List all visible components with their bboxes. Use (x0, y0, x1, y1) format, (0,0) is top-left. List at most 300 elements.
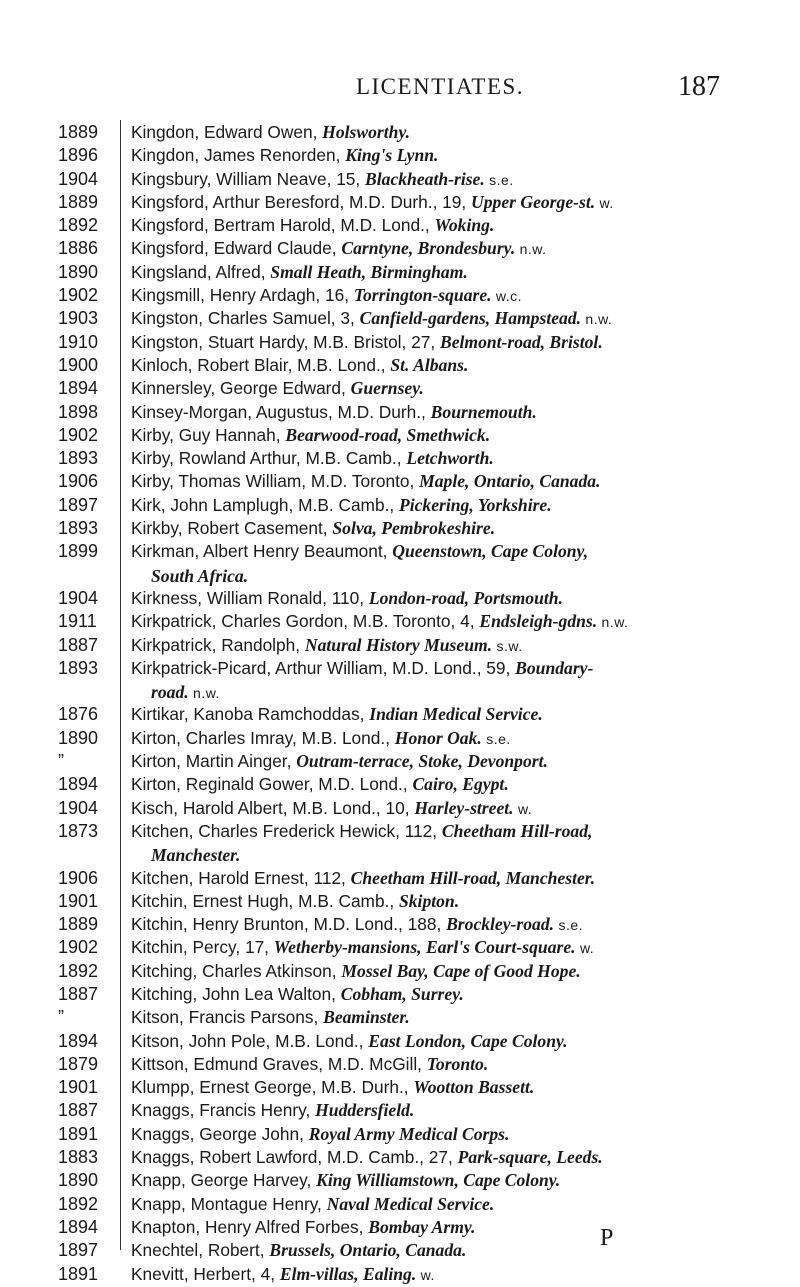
entry-text (131, 936, 731, 960)
entry-line (131, 447, 731, 471)
entry-line (131, 681, 731, 705)
entry-address: Royal Army Medical Corps. (308, 1123, 510, 1144)
entry-text (131, 540, 731, 589)
entry-address: Harley-street. (414, 797, 514, 818)
entry-text (131, 168, 731, 192)
entry-name: Kitson, John Pole, M.B. Lond., (131, 1030, 369, 1051)
entry-text (131, 983, 731, 1007)
entry-year: 1899 (58, 541, 99, 562)
entry-year: 1873 (58, 820, 99, 841)
list-item (0, 1076, 800, 1099)
list-item (0, 867, 800, 890)
entry-year: 1889 (58, 914, 99, 935)
entry-address: Boundary- (515, 657, 594, 678)
list-item (0, 1146, 800, 1169)
entry-name: Knapton, Henry Alfred Forbes, (131, 1216, 369, 1237)
entry-name: Kirkpatrick, Charles Gordon, M.B. Toronto, 4, (131, 611, 480, 632)
entry-address: Toronto. (426, 1053, 489, 1074)
entry-name: Kirby, Guy Hannah, (131, 424, 286, 445)
entry-address: Huddersfield. (315, 1100, 415, 1121)
running-head (160, 71, 720, 104)
entry-line (131, 1216, 731, 1240)
list-item (0, 703, 800, 726)
list-item (0, 913, 800, 936)
entry-year: 1904 (58, 797, 99, 818)
entry-address: Belmont-road, Bristol. (439, 331, 603, 352)
list-item (0, 401, 800, 424)
entry-text (131, 191, 731, 215)
list-item (0, 983, 800, 1006)
list-item (0, 424, 800, 447)
entry-year: 1893 (58, 448, 99, 469)
entry-line (131, 1239, 731, 1263)
entry-line (131, 1006, 731, 1030)
entry-name: Kirkpatrick-Picard, Arthur William, M.D. Lond., 59, (131, 657, 516, 678)
entry-text (131, 960, 731, 984)
list-item (0, 1263, 800, 1286)
entry-year: 1901 (58, 890, 99, 911)
entry-postal-district: w. (575, 940, 595, 957)
list-item (0, 1216, 800, 1239)
entry-name: Klumpp, Ernest George, M.B. Durh., (131, 1077, 414, 1098)
entry-name: Kisch, Harold Albert, M.B. Lond., 10, (131, 797, 415, 818)
entry-name: Kirkby, Robert Casement, (131, 518, 333, 539)
entry-line (131, 610, 731, 634)
entry-name: Kingdon, Edward Owen, (131, 122, 323, 142)
licentiates-list (0, 121, 800, 1286)
entry-name: Knevitt, Herbert, 4, (131, 1263, 280, 1284)
list-item (0, 1099, 800, 1122)
entry-text (131, 1146, 731, 1170)
entry-address: King Williamstown, Cape Colony. (316, 1170, 561, 1191)
entry-year: 1898 (58, 401, 99, 422)
entry-name: Knechtel, Robert, (131, 1240, 270, 1261)
entry-line (131, 727, 731, 751)
list-item (0, 261, 800, 284)
entry-address: Indian Medical Service. (369, 704, 543, 725)
entry-address: Solva, Pembrokeshire. (332, 518, 496, 539)
entry-postal-district: s.e. (554, 917, 584, 934)
entry-line (131, 144, 731, 168)
entry-address: London-road, Portsmouth. (368, 587, 563, 608)
entry-line (131, 494, 731, 518)
entry-text (131, 284, 731, 308)
entry-name: Kirk, John Lamplugh, M.B. Camb., (131, 494, 399, 515)
entry-address: Holsworthy. (322, 122, 410, 142)
list-item (0, 447, 800, 470)
entry-year: 1901 (58, 1077, 99, 1098)
entry-year: 1904 (58, 168, 99, 189)
entry-address: Pickering, Yorkshire. (398, 494, 552, 515)
entry-name: Kirton, Charles Imray, M.B. Lond., (131, 727, 395, 748)
entry-line (131, 331, 731, 355)
entry-text (131, 610, 731, 634)
list-item (0, 1239, 800, 1262)
entry-postal-district: n.w. (597, 614, 629, 631)
list-item (0, 797, 800, 820)
entry-line (131, 890, 731, 914)
entry-address: Cairo, Egypt. (412, 774, 509, 795)
entry-year: 1903 (58, 308, 99, 329)
entry-address: Woking. (434, 215, 495, 236)
list-item (0, 144, 800, 167)
list-item (0, 354, 800, 377)
entry-name: Kitson, Francis Parsons, (131, 1007, 324, 1028)
entry-postal-district: w. (595, 194, 614, 211)
list-item (0, 517, 800, 540)
entry-year: 1911 (58, 611, 97, 632)
entry-year: 1892 (58, 960, 99, 981)
entry-text (131, 1076, 731, 1100)
entry-year: 1910 (58, 331, 99, 352)
entry-text (131, 867, 731, 891)
entry-year: 1887 (58, 634, 99, 655)
entry-line (131, 517, 731, 541)
entry-text (131, 494, 731, 518)
entry-address: Beaminster. (323, 1007, 410, 1028)
entry-line (131, 913, 731, 937)
entry-address: Carntyne, Brondesbury. (341, 238, 516, 259)
entry-postal-district: s.w. (492, 637, 523, 654)
entry-text (131, 797, 731, 821)
list-item (0, 121, 800, 144)
entry-year: 1890 (58, 261, 99, 282)
entry-address: Cheetham Hill-road, (441, 820, 593, 841)
entry-name: Knaggs, Francis Henry, (131, 1100, 316, 1121)
entry-name: Kingsbury, William Neave, 15, (131, 168, 366, 189)
entry-year: 1894 (58, 1216, 99, 1237)
entry-name: Kinsey-Morgan, Augustus, M.D. Durh., (131, 401, 431, 422)
entry-year: 1897 (58, 494, 99, 515)
list-item (0, 540, 800, 587)
entry-address: Brockley-road. (446, 914, 555, 935)
entry-address: Park-square, Leeds. (457, 1147, 603, 1168)
entry-address: Outram-terrace, Stoke, Devonport. (296, 751, 548, 772)
entry-text (131, 354, 731, 378)
entry-address: Upper George-st. (471, 191, 596, 212)
entry-name: Kinnersley, George Edward, (131, 378, 351, 399)
entry-address: Skipton. (398, 890, 460, 911)
list-item (0, 1123, 800, 1146)
entry-line (131, 237, 731, 261)
entry-name: Kingsford, Edward Claude, (131, 238, 342, 259)
entry-text (131, 1053, 731, 1077)
entry-text (131, 1239, 731, 1263)
entry-line (131, 750, 731, 774)
entry-address: Brussels, Ontario, Canada. (269, 1240, 467, 1261)
entry-text (131, 237, 731, 261)
entry-year: 1894 (58, 378, 99, 399)
entry-text (131, 144, 731, 168)
entry-name: Kitchin, Henry Brunton, M.D. Lond., 188, (131, 914, 447, 935)
entry-text (131, 1216, 731, 1240)
entry-name: Kingston, Stuart Hardy, M.B. Bristol, 27, (131, 331, 440, 352)
entry-line (131, 960, 731, 984)
entry-text (131, 331, 731, 355)
entry-address: Mossel Bay, Cape of Good Hope. (341, 960, 581, 981)
page-title: LICENTIATES. (355, 74, 525, 99)
entry-line (131, 261, 731, 285)
entry-name: Knapp, George Harvey, (131, 1170, 317, 1191)
entry-address: South Africa. (151, 565, 249, 586)
entry-name: Kitchen, Charles Frederick Hewick, 112, (131, 820, 442, 841)
entry-name: Kitching, John Lea Walton, (131, 983, 341, 1004)
entry-address: Small Heath, Birmingham. (270, 261, 468, 282)
entry-line (131, 214, 731, 238)
entry-line (131, 1030, 731, 1054)
entry-line (131, 983, 731, 1007)
entry-address: Maple, Ontario, Canada. (419, 471, 601, 492)
entry-name: Kitchen, Harold Ernest, 112, (131, 867, 351, 888)
entry-line (131, 1123, 731, 1147)
entry-line (131, 936, 731, 960)
entry-line (131, 1169, 731, 1193)
entry-name: Kingdon, James Renorden, (131, 145, 346, 166)
entry-address: Elm-villas, Ealing. (279, 1263, 417, 1284)
entry-year: 1902 (58, 424, 99, 445)
entry-line (131, 703, 731, 727)
entry-name: Kittson, Edmund Graves, M.D. McGill, (131, 1053, 427, 1074)
entry-year: 1891 (58, 1263, 99, 1284)
entry-year: 1904 (58, 587, 99, 608)
entry-text (131, 307, 731, 331)
entry-line (131, 1053, 731, 1077)
entry-year: 1879 (58, 1053, 99, 1074)
entry-text (131, 1006, 731, 1030)
entry-text (131, 447, 731, 471)
entry-year: 1906 (58, 867, 99, 888)
list-item (0, 1030, 800, 1053)
list-item (0, 587, 800, 610)
entry-line (131, 1076, 731, 1100)
entry-postal-district: s.e. (484, 171, 514, 188)
entry-line (131, 657, 731, 681)
entry-name: Kingsmill, Henry Ardagh, 16, (131, 285, 354, 306)
entry-address: Guernsey. (350, 378, 424, 399)
entry-name: Kinloch, Robert Blair, M.B. Lond., (131, 354, 391, 375)
entry-name: Kingsford, Arthur Beresford, M.D. Durh., 19, (131, 191, 472, 212)
list-item (0, 1006, 800, 1029)
entry-line (131, 820, 731, 844)
list-item (0, 657, 800, 704)
entry-text (131, 773, 731, 797)
entry-line (131, 844, 731, 868)
entry-address: Cobham, Surrey. (340, 983, 464, 1004)
entry-postal-district: w.c. (491, 288, 523, 305)
entry-text (131, 1030, 731, 1054)
entry-line (131, 634, 731, 658)
entry-address: Blackheath-rise. (365, 168, 485, 189)
list-item (0, 773, 800, 796)
entry-year: 1892 (58, 215, 99, 236)
entry-year: 1887 (58, 983, 99, 1004)
entry-line (131, 401, 731, 425)
list-item (0, 191, 800, 214)
entry-line (131, 773, 731, 797)
entry-address: Natural History Museum. (304, 634, 493, 655)
entry-text (131, 121, 731, 145)
list-item (0, 494, 800, 517)
entry-name: Knaggs, George John, (131, 1123, 309, 1144)
entry-address: King's Lynn. (345, 145, 439, 166)
entry-address: Wetherby-mansions, Earl's Court-square. (273, 937, 576, 958)
entry-line (131, 470, 731, 494)
entry-name: Kirkness, William Ronald, 110, (131, 587, 369, 608)
entry-year: 1890 (58, 1170, 99, 1191)
entry-text (131, 657, 731, 706)
entry-year: 1894 (58, 1030, 99, 1051)
entry-year: 1900 (58, 354, 99, 375)
entry-text (131, 750, 731, 774)
entry-year: 1896 (58, 145, 99, 166)
entry-year: 1892 (58, 1193, 99, 1214)
entry-name: Kirkpatrick, Randolph, (131, 634, 305, 655)
entry-address: Torrington-square. (353, 285, 492, 306)
entry-text (131, 890, 731, 914)
entry-year: 1891 (58, 1123, 99, 1144)
entry-address: Bournemouth. (430, 401, 537, 422)
entry-name: Kirby, Thomas William, M.D. Toronto, (131, 471, 420, 492)
entry-name: Kirtikar, Kanoba Ramchoddas, (131, 704, 370, 725)
entry-year: 1890 (58, 727, 99, 748)
entry-year: 1902 (58, 937, 99, 958)
list-item (0, 377, 800, 400)
list-item (0, 307, 800, 330)
entry-text (131, 517, 731, 541)
entry-line (131, 354, 731, 378)
entry-line (131, 168, 731, 192)
entry-line (131, 1193, 731, 1217)
entry-text (131, 424, 731, 448)
signature-mark: P (600, 1225, 614, 1251)
list-item (0, 960, 800, 983)
entry-line (131, 1099, 731, 1123)
list-item (0, 634, 800, 657)
entry-address: Cheetham Hill-road, Manchester. (350, 867, 596, 888)
list-item (0, 820, 800, 867)
entry-name: Kirton, Martin Ainger, (131, 751, 297, 772)
entry-line (131, 121, 731, 145)
entry-address: Queenstown, Cape Colony, (392, 541, 589, 562)
list-item (0, 470, 800, 493)
entry-text (131, 913, 731, 937)
entry-text (131, 470, 731, 494)
entry-text (131, 587, 731, 611)
entry-year: 1906 (58, 471, 99, 492)
entry-address: Bombay Army. (368, 1216, 476, 1237)
entry-year: 1889 (58, 122, 99, 142)
entry-address: Endsleigh-gdns. (479, 611, 598, 632)
list-item (0, 890, 800, 913)
entry-text (131, 377, 731, 401)
entry-address: St. Albans. (390, 354, 469, 375)
entry-line (131, 565, 731, 589)
entry-address: Naval Medical Service. (326, 1193, 495, 1214)
entry-name: Kirton, Reginald Gower, M.D. Lond., (131, 774, 413, 795)
entry-year: 1897 (58, 1240, 99, 1261)
entry-line (131, 1263, 731, 1287)
entry-name: Kingston, Charles Samuel, 3, (131, 308, 360, 329)
entry-address: road. (151, 682, 189, 703)
entry-year: 1889 (58, 191, 99, 212)
list-item (0, 237, 800, 260)
list-item (0, 1053, 800, 1076)
entry-name: Knaggs, Robert Lawford, M.D. Camb., 27, (131, 1147, 458, 1168)
entry-name: Kirby, Rowland Arthur, M.B. Camb., (131, 448, 407, 469)
entry-address: Manchester. (151, 845, 241, 866)
entry-address: Wootton Bassett. (413, 1077, 535, 1098)
entry-year: 1893 (58, 657, 99, 678)
list-item (0, 1193, 800, 1216)
entry-year: 1902 (58, 285, 99, 306)
entry-text (131, 1123, 731, 1147)
list-item (0, 750, 800, 773)
list-item (0, 214, 800, 237)
page-number: 187 (678, 71, 720, 102)
entry-address: East London, Cape Colony. (368, 1030, 568, 1051)
entry-address: Canfield-gardens, Hampstead. (359, 308, 582, 329)
entry-line (131, 191, 731, 215)
entry-line (131, 377, 731, 401)
entry-postal-district: w. (416, 1266, 435, 1283)
entry-line (131, 867, 731, 891)
list-item (0, 727, 800, 750)
entry-text (131, 727, 731, 751)
entry-line (131, 540, 731, 564)
entry-text (131, 261, 731, 285)
entry-line (131, 797, 731, 821)
entry-text (131, 1193, 731, 1217)
entry-year: 1894 (58, 774, 99, 795)
list-item (0, 1169, 800, 1192)
entry-postal-district: s.e. (481, 730, 511, 747)
entry-name: Kingsland, Alfred, (131, 261, 271, 282)
entry-year: 1883 (58, 1147, 99, 1168)
entry-year: ” (58, 751, 64, 772)
entry-line (131, 307, 731, 331)
entry-text (131, 401, 731, 425)
entry-year: 1893 (58, 518, 99, 539)
entry-address: Letchworth. (406, 448, 494, 469)
entry-name: Kirkman, Albert Henry Beaumont, (131, 541, 393, 562)
entry-postal-district: n.w. (515, 241, 547, 258)
entry-address: Bearwood-road, Smethwick. (285, 424, 491, 445)
entry-name: Kitchin, Percy, 17, (131, 937, 274, 958)
entry-line (131, 424, 731, 448)
list-item (0, 168, 800, 191)
entry-address: Honor Oak. (394, 727, 482, 748)
entry-name: Kitchin, Ernest Hugh, M.B. Camb., (131, 890, 399, 911)
entry-text (131, 1169, 731, 1193)
list-item (0, 936, 800, 959)
entry-line (131, 284, 731, 308)
entry-text (131, 634, 731, 658)
entry-name: Knapp, Montague Henry, (131, 1193, 327, 1214)
entry-postal-district: n.w. (188, 685, 220, 702)
entry-line (131, 587, 731, 611)
list-item (0, 284, 800, 307)
entry-text (131, 1263, 731, 1287)
entry-text (131, 820, 731, 869)
entry-name: Kingsford, Bertram Harold, M.D. Lond., (131, 215, 435, 236)
entry-year: 1876 (58, 704, 99, 725)
entry-year: 1887 (58, 1100, 99, 1121)
entry-text (131, 214, 731, 238)
entry-postal-district: w. (513, 800, 533, 817)
list-item (0, 331, 800, 354)
entry-name: Kitching, Charles Atkinson, (131, 960, 342, 981)
entry-line (131, 1146, 731, 1170)
